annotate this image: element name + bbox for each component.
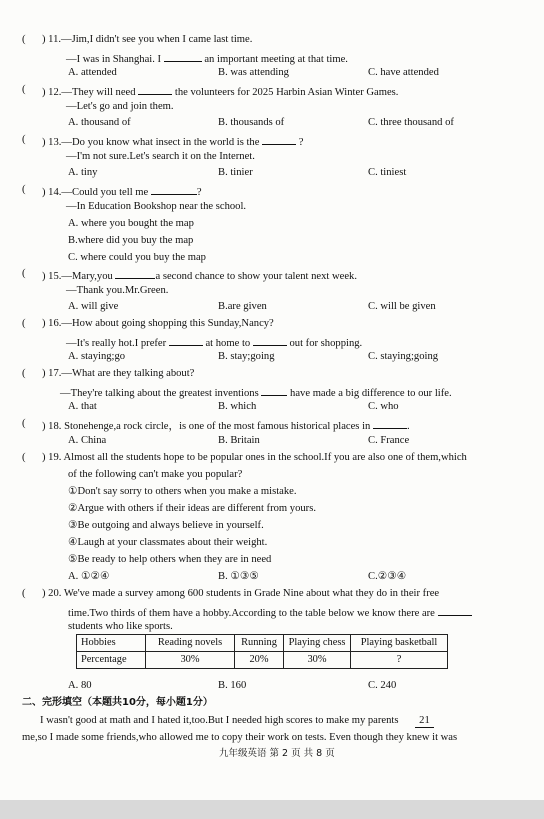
q16-stem2: —It's really hot.I prefer at home to out for shopping. <box>66 338 363 349</box>
q16-option-c: C. staying;going <box>368 351 439 362</box>
table-header-cell: Running <box>235 635 284 652</box>
q12-option-b: B. thousands of <box>218 117 285 128</box>
q18-stem: ) 18. Stonehenge,a rock circle，is one of the most famous historical places in . <box>42 421 410 432</box>
table-row <box>77 652 448 669</box>
answer-paren: ( <box>22 318 26 329</box>
q11-option-b: B. was attending <box>218 67 289 78</box>
q16-option-b: B. stay;going <box>218 351 275 362</box>
hobby-survey-table <box>76 634 448 669</box>
q12-option-c: C. three thousand of <box>368 117 454 128</box>
q19-stem: ) 19. Almost all the students hope to be popular ones in the school.If you are also one of them,which <box>42 452 467 463</box>
q14-stem: ) 14.—Could you tell me ? <box>42 187 202 198</box>
q17-option-a: A. that <box>68 401 97 412</box>
q11-stem: ) 11.—Jim,I didn't see you when I came last time. <box>42 34 253 45</box>
answer-paren: ( <box>22 84 26 95</box>
answer-paren: ( <box>22 34 26 45</box>
q12-stem: ) 12.—They will need the volunteers for 2025 Harbin Asian Winter Games. <box>42 87 399 98</box>
q18-option-c: C. France <box>368 435 410 446</box>
table-cell: ? <box>351 652 448 669</box>
q20-stem3: students who like sports. <box>68 621 173 632</box>
q18-option-b: B. Britain <box>218 435 260 446</box>
q19-statement-2: ②Argue with others if their ideas are different from yours. <box>68 503 316 514</box>
q13-stem: ) 13.—Do you know what insect in the world is the ? <box>42 137 304 148</box>
answer-paren: ( <box>22 418 26 429</box>
passage-line-1: I wasn't good at math and I hated it,too.But I needed high scores to make my parents 21 <box>40 716 434 728</box>
answer-paren: ( <box>22 268 26 279</box>
q13-option-a: A. tiny <box>68 167 98 178</box>
q15-option-a: A. will give <box>68 301 119 312</box>
q14-option-b: B.where did you buy the map <box>68 235 194 246</box>
answer-paren: ( <box>22 134 26 145</box>
answer-paren: ( <box>22 452 26 463</box>
q19-stem2: of the following can't make you popular? <box>68 469 243 480</box>
q20-stem: ) 20. We've made a survey among 600 students in Grade Nine about what they do in their free <box>42 588 440 599</box>
q18-option-a: A. China <box>68 435 107 446</box>
answer-paren: ( <box>22 588 26 599</box>
q20-option-a: A. 80 <box>68 680 92 691</box>
q13-stem2: —I'm not sure.Let's search it on the Internet. <box>66 151 255 162</box>
table-header-cell: Reading novels <box>146 635 235 652</box>
q17-option-c: C. who <box>368 401 399 412</box>
passage-line-2: me,so I made some friends,who allowed me to copy their work on tests. Even though they knew it was <box>22 732 458 743</box>
table-row <box>77 635 448 652</box>
q11-stem2: —I was in Shanghai. I an important meeting at that time. <box>66 54 348 65</box>
q17-stem: ) 17.—What are they talking about? <box>42 368 195 379</box>
table-header-cell: Playing basketball <box>351 635 448 652</box>
table-cell: 30% <box>284 652 351 669</box>
q20-option-b: B. 160 <box>218 680 247 691</box>
table-cell: Percentage <box>77 652 146 669</box>
q13-option-c: C. tiniest <box>368 167 407 178</box>
q17-stem2: —They're talking about the greatest inventions have made a big difference to our life. <box>60 388 452 399</box>
q16-option-a: A. staying;go <box>68 351 126 362</box>
q14-option-c: C. where could you buy the map <box>68 252 206 263</box>
q11-option-a: A. attended <box>68 67 117 78</box>
viewer-bottom-bar <box>0 800 544 819</box>
table-header-cell: Playing chess <box>284 635 351 652</box>
q15-option-b: B.are given <box>218 301 267 312</box>
q13-option-b: B. tinier <box>218 167 253 178</box>
table-cell: 30% <box>146 652 235 669</box>
table-cell: 20% <box>235 652 284 669</box>
q15-stem2: —Thank you.Mr.Green. <box>66 285 169 296</box>
section-heading: 二、完形填空（本题共10分，每小题1分） <box>22 697 213 708</box>
q19-option-b: B. ①③⑤ <box>218 571 259 582</box>
q12-option-a: A. thousand of <box>68 117 131 128</box>
q11-option-c: C. have attended <box>368 67 439 78</box>
q15-stem: ) 15.—Mary,you a second chance to show your talent next week. <box>42 271 357 282</box>
q19-option-c: C.②③④ <box>368 571 407 582</box>
q19-statement-1: ①Don't say sorry to others when you make a mistake. <box>68 486 297 497</box>
q19-statement-3: ③Be outgoing and always believe in yourself. <box>68 520 264 531</box>
answer-paren: ( <box>22 368 26 379</box>
q14-stem2: —In Education Bookshop near the school. <box>66 201 247 212</box>
q20-option-c: C. 240 <box>368 680 397 691</box>
q20-stem2: time.Two thirds of them have a hobby.According to the table below we know there are <box>68 606 472 620</box>
q19-statement-5: ⑤Be ready to help others when they are in need <box>68 554 272 565</box>
q17-option-b: B. which <box>218 401 257 412</box>
page-footer: 九年级英语 第 2 页 共 8 页 <box>219 748 335 759</box>
answer-paren: ( <box>22 184 26 195</box>
blank-21: 21 <box>415 716 434 728</box>
table-header-cell: Hobbies <box>77 635 146 652</box>
q19-statement-4: ④Laugh at your classmates about their weight. <box>68 537 268 548</box>
q19-option-a: A. ①②④ <box>68 571 110 582</box>
q14-option-a: A. where you bought the map <box>68 218 194 229</box>
q16-stem: ) 16.—How about going shopping this Sunday,Nancy? <box>42 318 274 329</box>
q15-option-c: C. will be given <box>368 301 436 312</box>
q12-stem2: —Let's go and join them. <box>66 101 174 112</box>
